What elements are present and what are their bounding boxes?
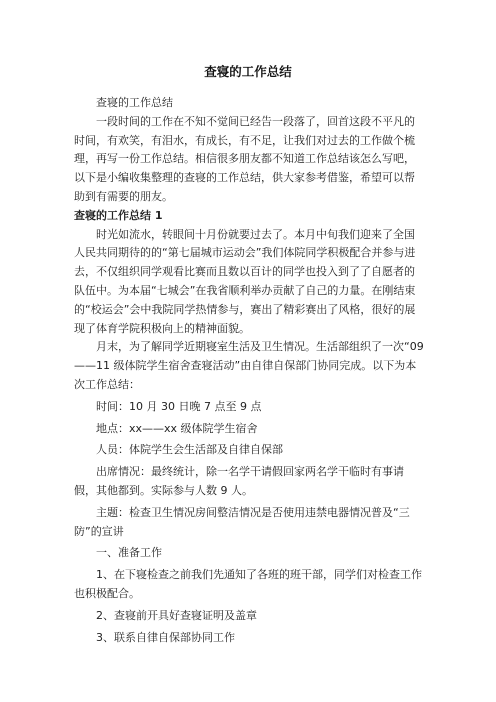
document-body: [74, 94, 424, 647]
intro-paragraph: 一段时间的工作在不知不觉间已经告一段落了，回首这段不平凡的时间，有欢笑，有泪水，有成长，有不足，让我们对过去的工作做个梳理，再写一份工作总结。相信很多朋友都不知道工作总结该怎么写吧，以下是小编收集整理的查寝的工作总结，供大家参考借鉴，希望可以帮助到有需要的朋友。: [74, 114, 415, 203]
attendance-paragraph: 出席情况：最终统计，除一名学干请假回家两名学干临时有事请假，其他都到。实际参与人数 9 人。: [74, 465, 404, 497]
body-paragraph: 月末，为了解同学近期寝室生活及卫生情况。生活部组织了一次“09——11 级体院学生宿舍查寝活动”由自律自保部门协同完成。以下为本次工作总结：: [74, 340, 424, 391]
time-line: 时间：10 月 30 日晚 7 点至 9 点: [96, 399, 262, 413]
list-item: 3、联系自律自保部协同工作: [96, 630, 235, 644]
document-title: 查寝的工作总结: [204, 64, 292, 79]
personnel-line: 人员：体院学生会生活部及自律自保部: [96, 443, 283, 457]
list-item: 2、查寝前开具好查寝证明及盖章: [96, 608, 257, 622]
subtitle-paragraph: 查寝的工作总结: [96, 96, 173, 109]
subheading-preparation: 一、准备工作: [96, 546, 162, 560]
body-paragraph: 时光如流水，转眼间十月份就要过去了。本月中旬我们迎来了全国人民共同期待的的“第七届城市运动会”我们体院同学积极配合并参与进去，不仅组织同学观看比赛而且数以百计的同学也投入到了了自愿者的队伍中。为本届“七城会”在我省顺利举办贡献了自己的力量。在刚结束的“校运会”会中我院同学热情参与，赛出了精彩赛出了风格，很好的展现了体育学院积极向上的精神面貌。: [74, 227, 416, 335]
theme-paragraph: 主题：检查卫生情况房间整洁情况是否使用违禁电器情况普及“三防”的宣讲: [74, 505, 410, 538]
location-line: 地点：xx——xx 级体院学生宿舍: [96, 421, 258, 435]
section-heading: 查寝的工作总结 1: [74, 208, 163, 222]
list-item: 1、在下寝检查之前我们先通知了各班的班干部，同学们对检查工作也积极配合。: [74, 568, 422, 600]
